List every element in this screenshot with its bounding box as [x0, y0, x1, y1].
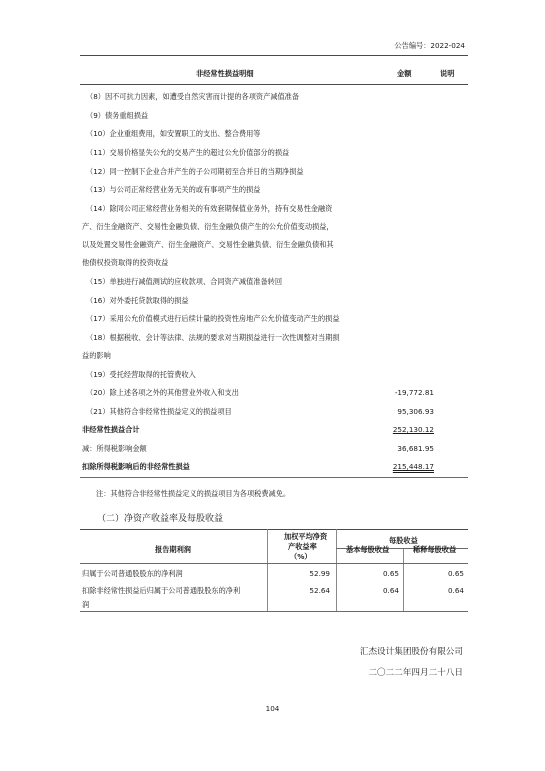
table-row: （15）单独进行减值测试的应收款项、合同资产减值准备转回 [86, 277, 283, 286]
col-header-roe-2: 产收益率 [288, 542, 317, 551]
amount-total: 252,130.12 [392, 425, 434, 434]
amount-r21: 95,306.93 [397, 407, 434, 416]
signature-date: 二〇二二年四月二十八日 [368, 668, 463, 678]
table-row-label: 扣除非经常性损益后归属于公司普通股股东的净利 [82, 586, 241, 595]
table2-header-rule [80, 563, 468, 564]
table-row: （12）同一控制下企业合并产生的子公司期初至合并日的当期净损益 [86, 167, 304, 176]
table-row-cont: 他债权投资取得的投资收益 [82, 258, 169, 267]
table2-bottom-rule [80, 611, 468, 612]
row2-roe: 52.64 [309, 586, 330, 595]
table-row: （11）交易价格显失公允的交易产生的超过公允价值部分的损益 [86, 148, 290, 157]
col-header-note: 说明 [440, 69, 455, 78]
footnote: 注：其他符合非经常性损益定义的损益项目为各项税费减免。 [96, 489, 291, 498]
table1-header-rule [80, 84, 468, 85]
col-header-eps: 每股收益 [389, 536, 418, 545]
amount-net: 215,448.17 [392, 462, 434, 471]
row1-basic-eps: 0.65 [382, 569, 399, 578]
col-header-item: 非经常性损益明细 [196, 69, 254, 78]
table-row: （9）债务重组损益 [86, 111, 149, 120]
tax-label: 减：所得税影响金额 [82, 444, 147, 453]
section-heading: （二）净资产收益率及每股收益 [97, 514, 224, 524]
table1-bottom-rule [80, 477, 468, 478]
row2-basic-eps: 0.64 [382, 586, 399, 595]
col-header-roe-1: 加权平均净资 [284, 532, 328, 541]
table-row-cont: 产、衍生金融资产、交易性金融负债、衍生金融负债产生的公允价值变动损益， [82, 222, 334, 231]
row1-diluted-eps: 0.65 [447, 569, 464, 578]
table-row: （10）企业重组费用，如安置职工的支出、整合费用等 [86, 129, 261, 138]
col-header-profit: 报告期利润 [155, 545, 191, 554]
table2-top-rule [80, 529, 468, 530]
row2-diluted-eps: 0.64 [447, 586, 464, 595]
table-row: （21）其他符合非经常性损益定义的损益项目 [86, 407, 232, 416]
table-row-label: 归属于公司普通股股东的净利润 [82, 569, 183, 578]
table-row: （16）对外委托贷款取得的损益 [86, 296, 189, 305]
table-row-label-cont: 润 [82, 600, 90, 609]
table-row-cont: 益的影响 [82, 351, 111, 360]
table-row-cont: 以及处置交易性金融资产、衍生金融资产、交易性金融负债、衍生金融负债和其 [82, 240, 334, 249]
table-row: （14）除同公司正常经营业务相关的有效套期保值业务外，持有交易性金融资 [86, 204, 333, 213]
company-name: 汇杰设计集团股份有限公司 [359, 647, 463, 657]
amount-tax: 36,681.95 [397, 444, 434, 453]
table-row: （8）因不可抗力因素，如遭受自然灾害而计提的各项资产减值准备 [86, 92, 300, 101]
table-row: （17）采用公允价值模式进行后续计量的投资性房地产公允价值变动产生的损益 [86, 314, 340, 323]
total-label: 非经常性损益合计 [82, 425, 140, 434]
row1-roe: 52.99 [309, 569, 330, 578]
table-row: （18）根据税收、会计等法律、法规的要求对当期损益进行一次性调整对当期损 [86, 333, 340, 342]
header-rule [80, 55, 468, 56]
col-divider [403, 548, 404, 611]
amount-r20: -19,772.81 [394, 388, 434, 397]
col-header-diluted-eps: 稀释每股收益 [413, 545, 457, 554]
notice-number: 公告编号：2022-024 [394, 41, 465, 50]
page-number: 104 [265, 704, 280, 713]
table-row: （20）除上述各项之外的其他营业外收入和支出 [86, 388, 239, 397]
table-row: （13）与公司正常经营业务无关的或有事项产生的损益 [86, 185, 261, 194]
table-row: （19）受托经营取得的托管费收入 [86, 370, 196, 379]
col-header-roe-3: （%） [290, 552, 312, 561]
net-label: 扣除所得税影响后的非经常性损益 [82, 462, 190, 471]
col-header-amount: 金额 [397, 69, 412, 78]
col-header-basic-eps: 基本每股收益 [346, 545, 390, 554]
